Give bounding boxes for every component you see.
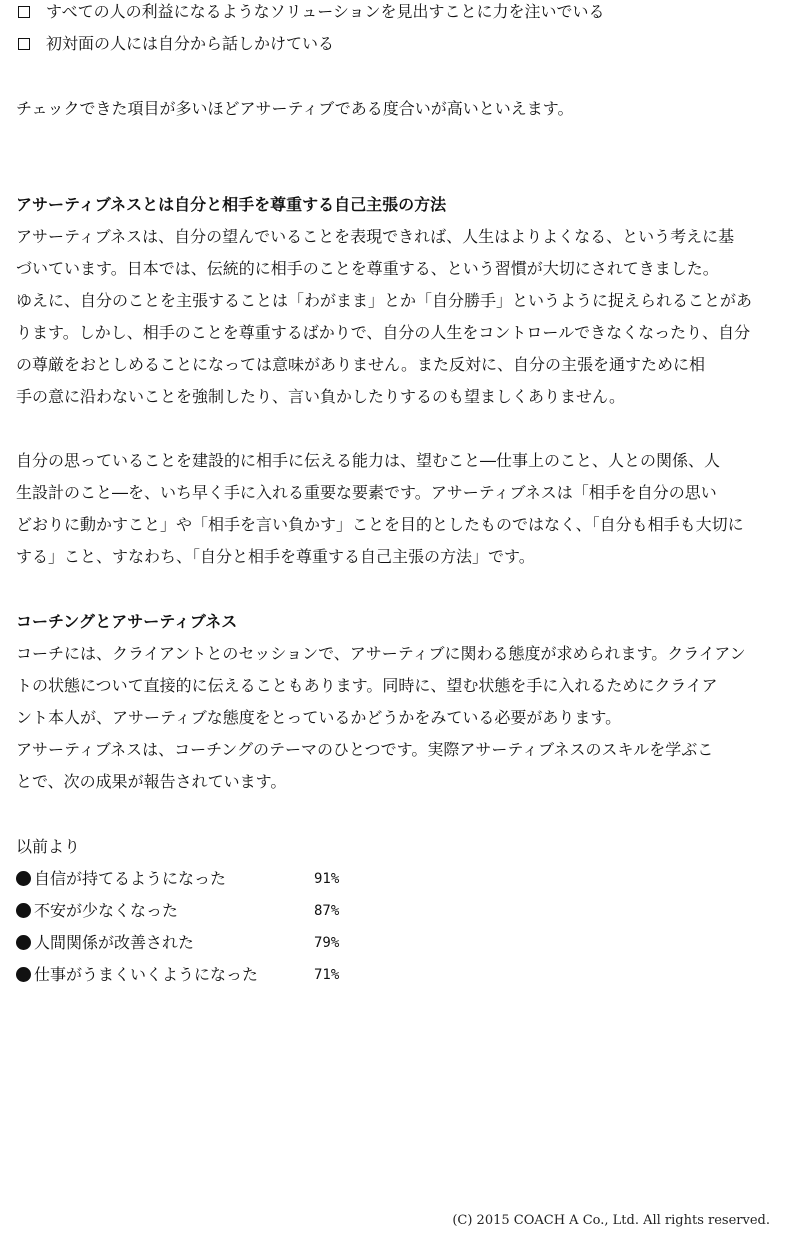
result-value: 71% xyxy=(314,967,340,983)
bullet-icon xyxy=(16,935,31,950)
paragraph-line: 自分の思っていることを建設的に相手に伝える能力は、望むこと―仕事上のこと、人との関係、人 xyxy=(16,451,721,470)
paragraph xyxy=(16,638,786,798)
paragraph-line: ゆえに、自分のことを主張することは「わがまま」とか「自分勝手」というように捉えられることがあ xyxy=(16,291,753,310)
paragraph xyxy=(16,445,786,573)
results-intro: 以前より xyxy=(16,837,81,856)
results-block xyxy=(16,831,786,991)
result-value: 87% xyxy=(314,903,340,919)
result-value: 91% xyxy=(314,871,340,887)
paragraph-line: 手の意に沿わないことを強制したり、言い負かしたりするのも望ましくありません。 xyxy=(16,387,625,406)
bullet-icon xyxy=(16,903,31,918)
paragraph-line: どおりに動かすこと」や「相手を言い負かす」ことを目的としたものではなく、「自分も相手も大切に xyxy=(16,515,744,534)
paragraph-line: 生設計のこと―を、いち早く手に入れる重要な要素です。アサーティブネスは「相手を自分の思い xyxy=(16,483,717,502)
paragraph-line: する」こと、すなわち、「自分と相手を尊重する自己主張の方法」です。 xyxy=(16,547,535,566)
result-value: 79% xyxy=(314,935,340,951)
list-item xyxy=(16,927,786,959)
paragraph-line: トの状態について直接的に伝えることもあります。同時に、望む状態を手に入れるためにクライア xyxy=(16,676,718,695)
paragraph-line: コーチには、クライアントとのセッションで、アサーティブに関わる態度が求められます。クライアン xyxy=(16,644,746,663)
section-title: アサーティブネスとは自分と相手を尊重する自己主張の方法 xyxy=(16,195,447,214)
result-label: 自信が持てるようになった xyxy=(34,869,227,888)
paragraph-line: アサーティブネスは、コーチングのテーマのひとつです。実際アサーティブネスのスキルを学ぶこ xyxy=(16,740,714,759)
section-coaching xyxy=(16,606,786,798)
checklist xyxy=(16,0,786,60)
paragraph-line: とで、次の成果が報告されています。 xyxy=(16,772,287,791)
result-label: 仕事がうまくいくようになった xyxy=(34,965,259,984)
paragraph xyxy=(16,221,786,413)
list-item xyxy=(16,863,786,895)
section-assertiveness xyxy=(16,189,786,573)
checklist-item xyxy=(16,0,786,28)
checklist-item xyxy=(16,28,786,60)
copyright-footer: (C) 2015 COACH A Co., Ltd. All rights reserved. xyxy=(452,1213,770,1228)
paragraph-line: づいています。日本では、伝統的に相手のことを尊重する、という習慣が大切にされてきました。 xyxy=(16,259,719,278)
section-title: コーチングとアサーティブネス xyxy=(16,612,238,631)
paragraph-line: の尊厳をおとしめることになっては意味がありません。また反対に、自分の主張を通すために相 xyxy=(16,355,705,374)
checkbox-icon[interactable] xyxy=(18,38,30,50)
paragraph-line: ります。しかし、相手のことを尊重するばかりで、自分の人生をコントロールできなくなったり、自分 xyxy=(16,323,751,342)
checklist-item-text: 初対面の人には自分から話しかけている xyxy=(46,34,335,53)
bullet-icon xyxy=(16,967,31,982)
list-item xyxy=(16,959,786,991)
summary-text: チェックできた項目が多いほどアサーティブである度合いが高いといえます。 xyxy=(16,99,574,118)
summary-block xyxy=(16,93,786,125)
paragraph-line: ント本人が、アサーティブな態度をとっているかどうかをみている必要があります。 xyxy=(16,708,622,727)
paragraph-line: アサーティブネスは、自分の望んでいることを表現できれば、人生はよりよくなる、という考えに基 xyxy=(16,227,735,246)
list-item xyxy=(16,895,786,927)
result-label: 人間関係が改善された xyxy=(34,933,195,952)
result-label: 不安が少なくなった xyxy=(34,901,179,920)
checklist-item-text: すべての人の利益になるようなソリューションを見出すことに力を注いでいる xyxy=(46,2,605,21)
checkbox-icon[interactable] xyxy=(18,6,30,18)
bullet-icon xyxy=(16,871,31,886)
